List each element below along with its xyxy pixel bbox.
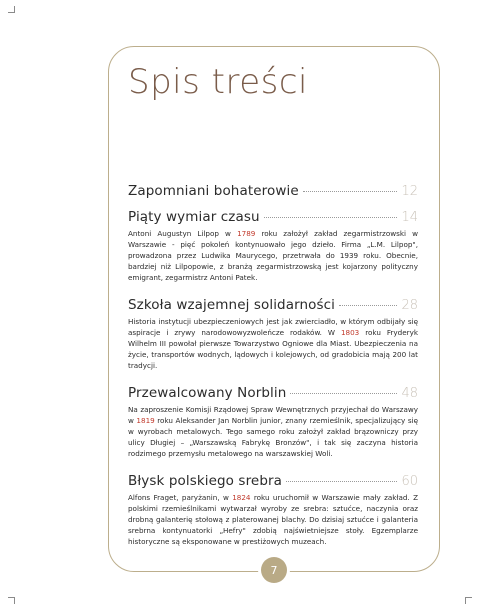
toc-entry-header — [128, 209, 418, 225]
page-title: Spis treści — [128, 62, 308, 102]
toc-entry-page: 14 — [401, 210, 418, 225]
toc-entry[interactable] — [128, 385, 418, 459]
description-text: Alfons Fraget, paryżanin, w — [128, 493, 233, 502]
description-text: Na zaproszenie Komisji Rządowej Spraw Wewnętrznych przyjechał do Warszawy w — [128, 405, 418, 425]
year-highlight: 1824 — [232, 493, 251, 502]
toc-entry-header — [128, 473, 418, 489]
toc-entry-title: Błysk polskiego srebra — [128, 473, 283, 489]
toc-entry-header — [128, 183, 418, 199]
page-number-badge: 7 — [261, 557, 287, 583]
toc-entry-page: 28 — [401, 298, 418, 313]
crop-mark-top-left — [8, 6, 15, 13]
crop-mark-bottom-left — [8, 597, 15, 604]
year-highlight: 1789 — [237, 229, 256, 238]
description-text: roku uruchomił w Warszawie mały zakład. Z polskimi rzemieślnikami wytwarzał wyroby ze srebra: sztućce, naczynia oraz drobną galanterię stołową z platerowanej blachy. Do dzisiaj sztućce i galanteria srebrna kontynuatorki „Hefry" zdobią najświetniejsze stoły. Egzemplarze historyczne są eksponowane w prestiżowych muzeach. — [128, 493, 419, 546]
toc-entry-page: 12 — [401, 184, 418, 199]
dot-leader — [339, 305, 397, 306]
toc-entry-description — [128, 492, 418, 547]
toc-entry-title: Piąty wymiar czasu — [128, 209, 260, 225]
description-text: roku Fryderyk Wilhelm III powołał pierwsze Towarzystwo Ogniowe dla Miast. Ubezpieczenia na życie, transportów wodnych, lądowych i kolejowych, od gradobicia mają 200 lat tradycji. — [128, 328, 418, 370]
toc-entry-title: Zapomniani bohaterowie — [128, 183, 299, 199]
toc-entry[interactable] — [128, 473, 418, 547]
dot-leader — [286, 481, 397, 482]
toc-entry-description — [128, 404, 418, 459]
description-text: roku założył zakład zegarmistrzowski w Warszawie - pięć pokoleń kontynuowało jego dzieło. Firma „L.M. Lilpop", prowadzona przez Ludwika Maurycego, przetrwała do 1939 roku. Obecnie, bardziej niż Lilpopowie, z branżą zegarmistrzowską jest kojarzony polityczny emigrant, zegarmistrz Antoni Patek. — [128, 229, 418, 282]
toc-entry-title: Szkoła wzajemnej solidarności — [128, 297, 336, 313]
year-highlight: 1819 — [136, 416, 155, 425]
toc-entry[interactable] — [128, 183, 418, 202]
crop-mark-bottom-right — [465, 597, 472, 604]
description-text: Historia instytucji ubezpieczeniowych jest jak zwierciadło, w którym odbijały się aspiracje i zrywy narodowowyzwoleńcze rodaków. W — [128, 317, 418, 337]
description-text: roku Aleksander Jan Norblin junior, znany rzemieślnik, specjalizujący się w wyrobach metalowych. Tego samego roku założył zakład brązowniczy przy ulicy Długiej – „Warszawską Fabrykę Bronzów", i tak się zaczyna historia rodzimego przemysłu metalowego na warszawskiej Woli. — [128, 416, 418, 458]
toc-entry-page: 48 — [401, 386, 418, 401]
description-text: Antoni Augustyn Lilpop w — [128, 229, 238, 238]
dot-leader — [290, 393, 397, 394]
toc-entry-header — [128, 385, 418, 401]
toc-entry[interactable] — [128, 297, 418, 371]
toc-entry-description — [128, 228, 418, 283]
toc-entry-title: Przewalcowany Norblin — [128, 385, 287, 401]
year-highlight: 1803 — [340, 328, 360, 337]
toc-entry-description — [128, 316, 418, 371]
dot-leader — [264, 217, 398, 218]
toc-entry-header — [128, 297, 418, 313]
toc-entry-page: 60 — [401, 474, 418, 489]
dot-leader — [303, 191, 398, 192]
toc-entry[interactable] — [128, 209, 418, 283]
